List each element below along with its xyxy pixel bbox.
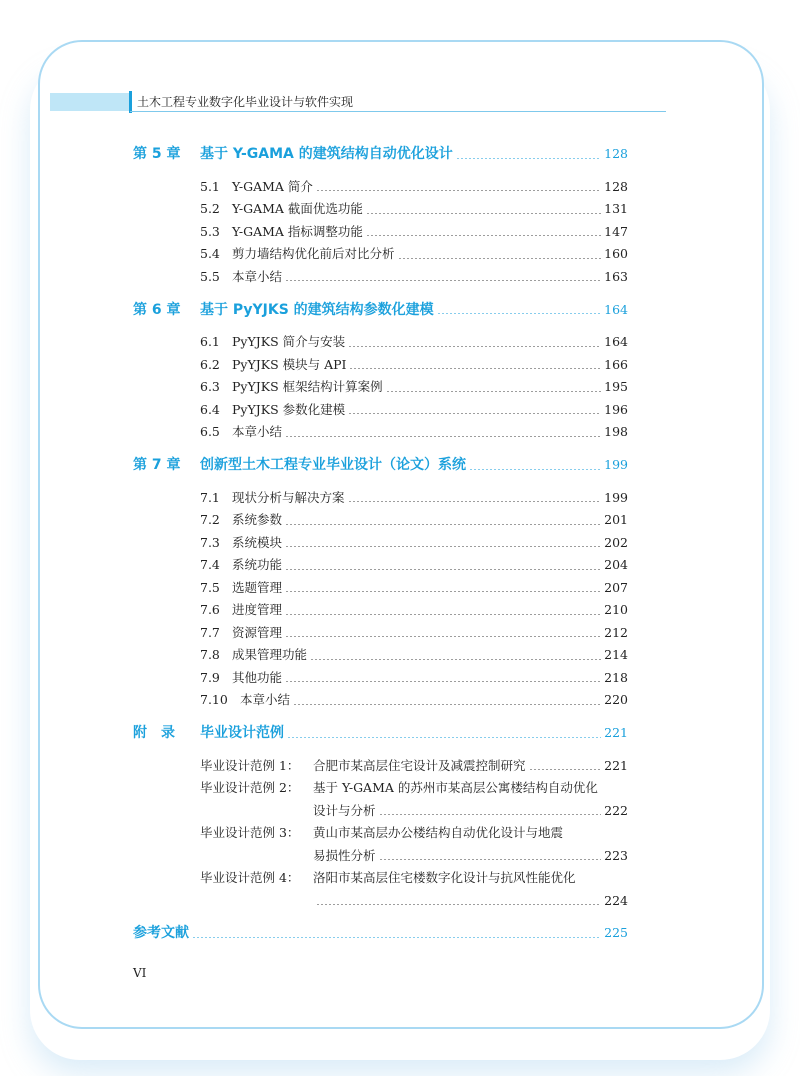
page-number: 160	[604, 246, 628, 261]
example-title-line	[313, 890, 628, 913]
header-band	[50, 93, 130, 111]
page-number: 220	[604, 692, 628, 707]
section-title: PyYJKS 模块与 API	[232, 356, 347, 372]
table-of-contents	[133, 143, 628, 955]
example-title-line	[313, 755, 628, 778]
page-number: 214	[604, 647, 628, 662]
example-body	[313, 867, 628, 912]
dot-leader	[285, 681, 601, 682]
dot-leader	[285, 546, 601, 547]
chapter-title: 毕业设计范例	[200, 725, 284, 741]
page-number: 210	[604, 602, 628, 617]
dot-leader	[469, 469, 601, 470]
page-number: 224	[604, 892, 628, 908]
page-number: 199	[604, 489, 628, 505]
page-number: 198	[604, 424, 628, 439]
dot-leader	[366, 235, 601, 236]
example-body	[313, 822, 628, 867]
example-label: 毕业设计范例 2：	[200, 780, 300, 795]
toc-section[interactable]	[133, 266, 628, 289]
chapter-title: 参考文献	[133, 925, 189, 941]
toc-chapter[interactable]	[133, 299, 628, 322]
page-number: 204	[604, 557, 628, 572]
toc-appendix-example[interactable]	[133, 777, 628, 822]
toc-section[interactable]	[133, 198, 628, 221]
section-title: 进度管理	[232, 602, 283, 617]
dot-leader	[348, 413, 601, 414]
section-number: 7.2	[200, 512, 220, 527]
section-number: 7.8	[200, 647, 220, 662]
page-number: 223	[604, 847, 628, 863]
section-title: 本章小结	[232, 424, 283, 439]
dot-leader	[366, 213, 601, 214]
example-title-text: 黄山市某高层办公楼结构自动优化设计与地震	[313, 825, 564, 840]
toc-section[interactable]	[133, 622, 628, 645]
section-number: 5.3	[200, 223, 220, 239]
section-title: 本章小结	[232, 268, 283, 284]
page-number: 128	[604, 178, 628, 194]
toc-section[interactable]	[133, 376, 628, 399]
toc-section[interactable]	[133, 421, 628, 444]
page-number: 164	[604, 334, 628, 349]
toc-chapter[interactable]	[133, 454, 628, 477]
page-number: 131	[604, 201, 628, 216]
toc-chapter[interactable]	[133, 143, 628, 166]
toc-appendix-example[interactable]	[133, 755, 628, 778]
toc-section[interactable]	[133, 354, 628, 377]
example-label: 毕业设计范例 4：	[200, 870, 300, 885]
dot-leader	[285, 524, 601, 525]
header-accent-bar	[129, 91, 132, 113]
section-number: 7.6	[200, 602, 220, 617]
page-number: 212	[604, 624, 628, 640]
dot-leader	[285, 280, 601, 281]
dot-leader	[379, 814, 602, 815]
toc-section[interactable]	[133, 176, 628, 199]
example-title-text: 合肥市某高层住宅设计及减震控制研究	[313, 757, 526, 773]
chapter-title: 基于 Y-GAMA 的建筑结构自动优化设计	[200, 146, 453, 162]
page-number: 195	[604, 379, 628, 394]
dot-leader	[287, 737, 601, 738]
dot-leader	[529, 769, 602, 770]
page-number: 201	[604, 512, 628, 527]
dot-leader	[398, 258, 602, 259]
page-number: 207	[604, 579, 628, 595]
toc-section[interactable]	[133, 243, 628, 266]
dot-leader	[437, 313, 601, 314]
chapter-title: 基于 PyYJKS 的建筑结构参数化建模	[200, 301, 434, 318]
section-title: 资源管理	[232, 624, 283, 640]
page-number: 221	[604, 725, 628, 740]
dot-leader	[316, 904, 601, 905]
page-number: 221	[604, 757, 628, 773]
toc-section[interactable]	[133, 667, 628, 690]
section-title: 选题管理	[232, 579, 283, 595]
section-number: 7.4	[200, 557, 220, 572]
chapter-label: 第 6 章	[133, 301, 181, 318]
toc-section[interactable]	[133, 532, 628, 555]
example-title-text: 洛阳市某高层住宅楼数字化设计与抗风性能优化	[313, 870, 576, 885]
section-title: 系统模块	[232, 534, 283, 550]
dot-leader	[386, 391, 602, 392]
toc-section[interactable]	[133, 509, 628, 532]
toc-section[interactable]	[133, 689, 628, 712]
page-number: 202	[604, 534, 628, 550]
section-number: 5.5	[200, 268, 220, 284]
section-title: 系统参数	[232, 512, 283, 527]
page-number: 128	[604, 146, 628, 161]
toc-section[interactable]	[133, 554, 628, 577]
page-number: 164	[604, 301, 628, 317]
example-title-line	[313, 867, 628, 890]
page-number: 166	[604, 356, 628, 372]
chapter-title: 创新型土木工程专业毕业设计（论文）系统	[200, 457, 466, 473]
toc-section[interactable]	[133, 399, 628, 422]
toc-appendix[interactable]	[133, 722, 628, 745]
toc-appendix-example[interactable]	[133, 867, 628, 912]
toc-section[interactable]	[133, 331, 628, 354]
example-body	[313, 777, 628, 822]
dot-leader	[192, 937, 601, 938]
example-title-text: 设计与分析	[313, 802, 376, 818]
section-number: 7.9	[200, 669, 220, 685]
toc-section[interactable]	[133, 644, 628, 667]
section-title: 剪力墙结构优化前后对比分析	[232, 246, 395, 261]
section-title: 系统功能	[232, 557, 283, 572]
section-number: 6.4	[200, 401, 220, 417]
page-number: 218	[604, 669, 628, 685]
toc-appendix-example[interactable]	[133, 822, 628, 867]
section-title: 其他功能	[232, 669, 283, 685]
dot-leader	[310, 659, 601, 660]
example-title-line	[313, 800, 628, 823]
page-number: 163	[604, 268, 628, 284]
running-header-title: 土木工程专业数字化毕业设计与软件实现	[137, 95, 354, 109]
section-number: 7.10	[200, 692, 228, 707]
toc-section[interactable]	[133, 599, 628, 622]
dot-leader	[285, 614, 601, 615]
section-number: 6.5	[200, 424, 220, 439]
dot-leader	[285, 569, 601, 570]
example-title-line	[313, 777, 628, 800]
section-title: 成果管理功能	[232, 647, 308, 662]
dot-leader	[456, 158, 601, 159]
section-number: 5.2	[200, 201, 220, 216]
section-title: Y-GAMA 指标调整功能	[232, 223, 363, 239]
section-number: 5.1	[200, 178, 220, 194]
example-title-line	[313, 845, 628, 868]
page-number: 225	[604, 925, 628, 940]
example-label: 毕业设计范例 3：	[200, 825, 300, 840]
dot-leader	[285, 636, 601, 637]
section-number: 7.1	[200, 489, 220, 505]
section-number: 5.4	[200, 246, 220, 261]
section-title: Y-GAMA 截面优选功能	[232, 201, 363, 216]
dot-leader	[285, 436, 601, 437]
dot-leader	[349, 368, 601, 369]
toc-section[interactable]	[133, 487, 628, 510]
section-title: PyYJKS 简介与安装	[232, 334, 346, 349]
toc-section[interactable]	[133, 221, 628, 244]
dot-leader	[316, 190, 601, 191]
page-number: 147	[604, 223, 628, 239]
dot-leader	[379, 859, 602, 860]
example-title-line	[313, 822, 628, 845]
page-number: 196	[604, 401, 628, 417]
section-title: 本章小结	[240, 692, 291, 707]
section-number: 7.5	[200, 579, 220, 595]
section-number: 6.3	[200, 379, 220, 394]
example-title-text: 基于 Y-GAMA 的苏州市某高层公寓楼结构自动优化	[313, 780, 598, 795]
example-title-text: 易损性分析	[313, 847, 376, 863]
section-number: 6.2	[200, 356, 220, 372]
header-rule	[130, 111, 666, 112]
dot-leader	[293, 704, 601, 705]
page-number: 199	[604, 457, 628, 472]
page-folio: VI	[133, 966, 147, 980]
dot-leader	[348, 501, 602, 502]
section-title: PyYJKS 参数化建模	[232, 401, 346, 417]
section-number: 7.7	[200, 624, 220, 640]
chapter-label: 第 5 章	[133, 146, 181, 162]
dot-leader	[285, 591, 601, 592]
toc-references[interactable]	[133, 922, 628, 945]
page-number: 222	[604, 802, 628, 818]
chapter-label: 第 7 章	[133, 457, 181, 473]
section-number: 6.1	[200, 334, 220, 349]
example-body	[313, 755, 628, 778]
chapter-label: 附 录	[133, 725, 175, 741]
toc-section[interactable]	[133, 577, 628, 600]
section-title: Y-GAMA 简介	[232, 178, 313, 194]
section-title: PyYJKS 框架结构计算案例	[232, 379, 383, 394]
example-label: 毕业设计范例 1：	[200, 757, 300, 773]
section-number: 7.3	[200, 534, 220, 550]
dot-leader	[348, 346, 601, 347]
section-title: 现状分析与解决方案	[232, 489, 345, 505]
